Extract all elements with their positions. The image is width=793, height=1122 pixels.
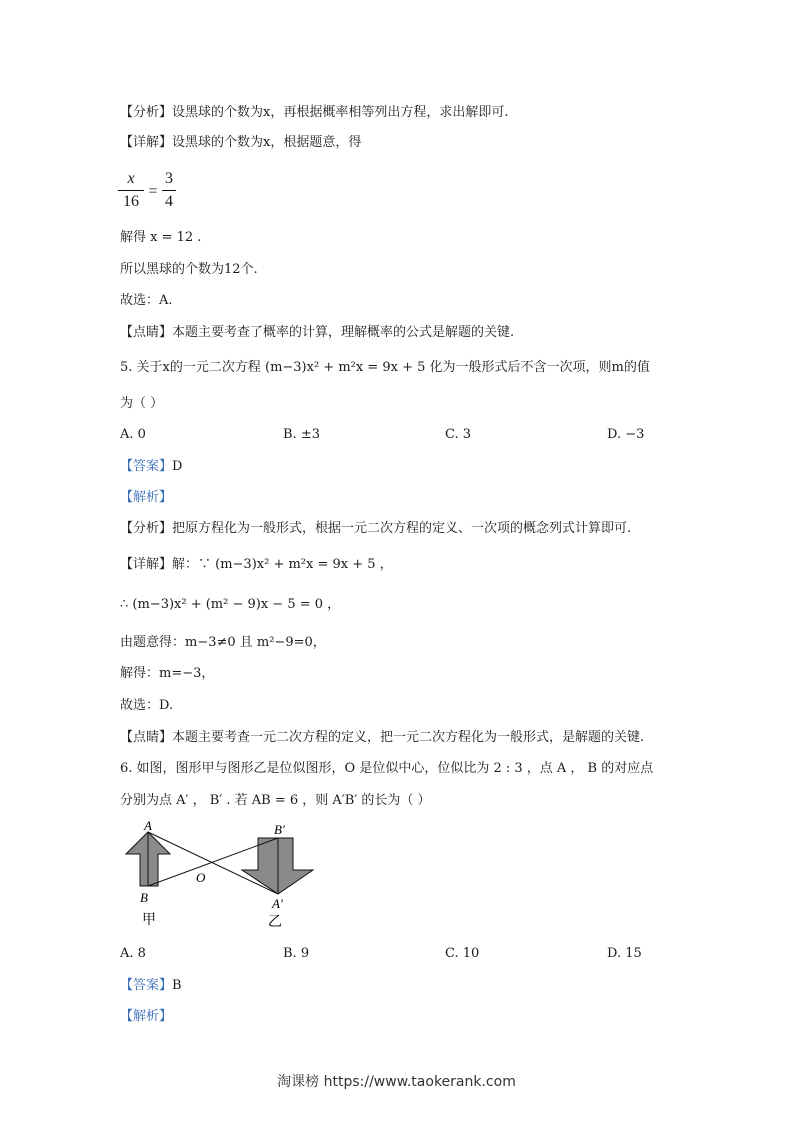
fraction-numerator: x [127,170,135,187]
homothety-figure [118,820,318,932]
label-jia: 甲 [142,912,156,928]
label-yi: 乙 [268,914,282,930]
option: D. −3 [607,427,645,442]
answer-label: 【答案】 [120,978,173,993]
condition-5: 由题意得：m−3≠0 且 m²−9=0， [120,635,326,650]
label-a-prime: A′ [272,896,283,911]
equals-sign: = [148,183,158,200]
fraction-denominator: 16 [123,193,139,210]
choice-line: 故选：A. [120,293,173,308]
solve-line: 解得 x = 12 . [120,230,202,245]
count-line: 所以黑球的个数为12个. [120,262,258,277]
answer-6 [120,977,182,995]
detail-5: 【详解】解：∵ (m−3)x² + m²x = 9x + 5 ， [120,557,393,572]
option: B. 9 [283,946,310,961]
answer-label: 【答案】 [120,459,173,474]
label-a: A [144,820,152,833]
option: C. 10 [445,946,480,961]
analysis-line: 【分析】设黑球的个数为x，再根据概率相等列出方程，求出解即可. [120,105,509,120]
question-5: 5. 关于x的一元二次方程 (m−3)x² + m²x = 9x + 5 化为一般形式后不含一次项，则m的值 [120,360,650,375]
analysis-5: 【分析】把原方程化为一般形式，根据一元二次方程的定义、一次项的概念列式计算即可. [120,521,632,536]
option: B. ±3 [283,427,320,442]
explanation-6-heading: 【解析】 [120,1009,173,1024]
option: C. 3 [445,427,472,442]
option: A. 0 [120,427,146,442]
solution-5: 解得：m=−3， [120,666,215,681]
pick-5: 故选：D. [120,698,174,713]
fraction-denominator: 4 [165,193,173,210]
comment-line: 【点睛】本题主要考查了概率的计算，理解概率的公式是解题的关键. [120,325,515,340]
comment-5: 【点睛】本题主要考查一元二次方程的定义，把一元二次方程化为一般形式，是解题的关键. [120,730,645,745]
answer-value: B [172,978,182,993]
answer-value: D [172,459,183,474]
fraction-numerator: 3 [165,170,173,187]
question-6-cont: 分别为点 A′ ， B′ . 若 AB = 6 ，则 A′B′ 的长为（ ） [120,793,431,808]
footer-watermark: 淘课榜 https://www.taokerank.com [277,1074,516,1090]
label-b: B [140,890,148,905]
question-6: 6. 如图，图形甲与图形乙是位似图形，O 是位似中心，位似比为 2 : 3 ，点 A ， B 的对应点 [120,761,654,776]
option: A. 8 [120,946,146,961]
option: D. 15 [607,946,642,961]
label-b-prime: B′ [274,822,285,837]
question-5-cont: 为（ ） [120,396,164,411]
step-5: ∴ (m−3)x² + (m² − 9)x − 5 = 0 ， [120,597,341,612]
label-o: O [196,870,206,885]
explanation-5-heading: 【解析】 [120,490,173,505]
answer-5 [120,458,182,476]
detail-line: 【详解】设黑球的个数为x，根据题意，得 [120,135,362,150]
